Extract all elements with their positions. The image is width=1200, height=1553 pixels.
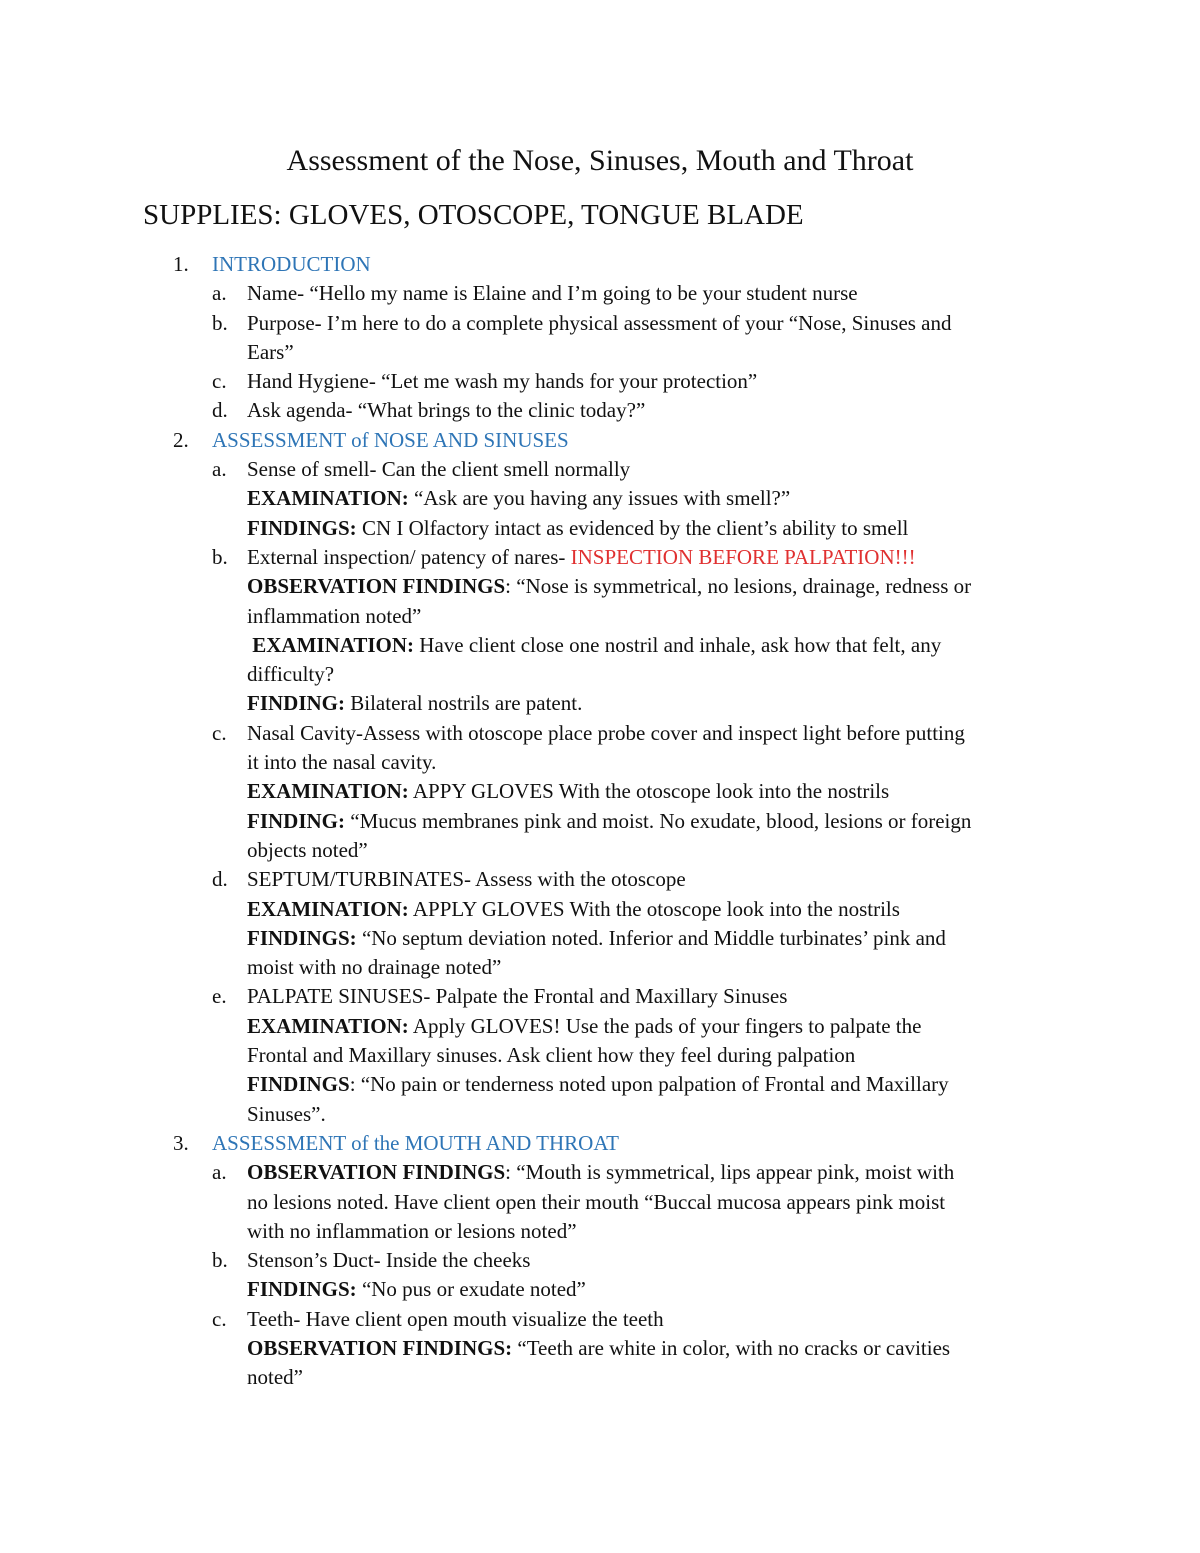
findings-label: FINDING: xyxy=(247,808,345,833)
examination-label: EXAMINATION: xyxy=(247,896,409,921)
item-letter: b. xyxy=(212,1248,228,1273)
section-introduction xyxy=(0,250,1072,279)
item-text: Ask agenda- “What brings to the clinic today?” xyxy=(247,398,646,423)
item-text: Nasal Cavity-Assess with otoscope place probe cover and inspect light before putting xyxy=(247,720,965,745)
section-nose-sinuses xyxy=(0,426,1072,455)
findings-line xyxy=(247,514,1077,543)
observation-text-cont: with no inflammation or lesions noted” xyxy=(247,1218,577,1243)
assessment-list xyxy=(0,250,1200,1393)
item-text: Stenson’s Duct- Inside the cheeks xyxy=(247,1248,531,1273)
item-letter: a. xyxy=(212,1160,227,1185)
item-text: SEPTUM/TURBINATES- Assess with the otoscope xyxy=(247,867,686,892)
observation-label: OBSERVATION FINDINGS xyxy=(247,1160,506,1185)
examination-text: Apply GLOVES! Use the pads of your fingers to palpate the xyxy=(408,1013,922,1038)
section-number: 3. xyxy=(173,1130,189,1155)
list-item-teeth xyxy=(0,1305,1077,1393)
examination-text: APPY GLOVES With the otoscope look into the nostrils xyxy=(408,779,890,804)
observation-text: : “Nose is symmetrical, no lesions, drainage, redness or xyxy=(505,574,972,599)
item-letter: d. xyxy=(212,398,228,423)
examination-line xyxy=(247,895,1077,924)
findings-text: CN I Olfactory intact as evidenced by the client’s ability to smell xyxy=(356,515,909,540)
list-item-stensons-duct xyxy=(0,1246,1077,1305)
examination-text-cont: Frontal and Maxillary sinuses. Ask client how they feel during palpation xyxy=(247,1043,856,1068)
findings-text: Bilateral nostrils are patent. xyxy=(345,691,583,716)
findings-text-cont: Sinuses”. xyxy=(247,1101,326,1126)
item-text: Teeth- Have client open mouth visualize the teeth xyxy=(247,1306,664,1331)
list-item-mouth-observation xyxy=(0,1158,1077,1246)
findings-text: “No pus or exudate noted” xyxy=(356,1277,586,1302)
examination-label: EXAMINATION: xyxy=(247,1013,409,1038)
item-letter: e. xyxy=(212,984,227,1009)
item-letter: a. xyxy=(212,281,227,306)
observation-line xyxy=(247,1158,1077,1187)
warning-text: INSPECTION BEFORE PALPATION!!! xyxy=(570,544,916,569)
examination-label: EXAMINATION: xyxy=(252,632,415,657)
section-heading: INTRODUCTION xyxy=(212,252,371,276)
examination-line xyxy=(247,1012,1077,1041)
item-letter: c. xyxy=(212,1306,227,1331)
examination-text-cont: difficulty? xyxy=(247,662,335,687)
observation-label: OBSERVATION FINDINGS xyxy=(247,574,506,599)
findings-label: FINDINGS xyxy=(247,1072,350,1097)
examination-line xyxy=(247,484,1077,513)
section-number: 2. xyxy=(173,427,189,452)
list-item-agenda xyxy=(0,396,1077,425)
item-text-main: External inspection/ patency of nares- xyxy=(247,544,571,569)
findings-line xyxy=(247,807,1077,836)
examination-label: EXAMINATION: xyxy=(247,779,409,804)
examination-text: “Ask are you having any issues with smell?” xyxy=(408,486,791,511)
section-number: 1. xyxy=(173,252,189,276)
list-item-nasal-cavity xyxy=(0,719,1077,865)
observation-line xyxy=(247,1334,1077,1363)
observation-line xyxy=(247,572,1077,601)
findings-text-cont: moist with no drainage noted” xyxy=(247,955,502,980)
observation-label: OBSERVATION FINDINGS: xyxy=(247,1335,513,1360)
section-heading: ASSESSMENT of NOSE AND SINUSES xyxy=(212,427,569,452)
list-item-hand-hygiene xyxy=(0,367,1077,396)
observation-text-cont: noted” xyxy=(247,1365,303,1390)
observation-text: “Teeth are white in color, with no cracks or cavities xyxy=(512,1335,951,1360)
section-heading: ASSESSMENT of the MOUTH AND THROAT xyxy=(212,1130,620,1155)
findings-line xyxy=(247,1275,1077,1304)
findings-text-cont: objects noted” xyxy=(247,837,368,862)
list-item-septum-turbinates xyxy=(0,865,1077,982)
item-text xyxy=(247,543,1077,572)
examination-line xyxy=(247,777,1077,806)
item-letter: c. xyxy=(212,369,227,394)
examination-text: Have client close one nostril and inhale, ask how that felt, any xyxy=(414,632,942,657)
item-text: Purpose- I’m here to do a complete physical assessment of your “Nose, Sinuses and xyxy=(247,310,952,335)
findings-text: “Mucus membranes pink and moist. No exudate, blood, lesions or foreign xyxy=(345,808,972,833)
item-letter: b. xyxy=(212,310,228,335)
list-item-sense-of-smell xyxy=(0,455,1077,543)
findings-label: FINDING: xyxy=(247,691,345,716)
findings-label: FINDINGS: xyxy=(247,925,357,950)
findings-text: “No septum deviation noted. Inferior and Middle turbinates’ pink and xyxy=(356,925,946,950)
item-text: Hand Hygiene- “Let me wash my hands for your protection” xyxy=(247,369,758,394)
findings-line xyxy=(247,1070,1077,1099)
observation-text: : “Mouth is symmetrical, lips appear pink, moist with xyxy=(505,1160,955,1185)
item-text-cont: it into the nasal cavity. xyxy=(247,750,437,775)
item-letter: b. xyxy=(212,544,228,569)
observation-text-cont: inflammation noted” xyxy=(247,603,422,628)
findings-text: : “No pain or tenderness noted upon palpation of Frontal and Maxillary xyxy=(349,1072,949,1097)
item-text: PALPATE SINUSES- Palpate the Frontal and Maxillary Sinuses xyxy=(247,984,788,1009)
supplies-line: SUPPLIES: GLOVES, OTOSCOPE, TONGUE BLADE xyxy=(143,199,804,231)
examination-text: APPLY GLOVES With the otoscope look into the nostrils xyxy=(408,896,900,921)
findings-line xyxy=(247,924,1077,953)
item-text: Name- “Hello my name is Elaine and I’m going to be your student nurse xyxy=(247,281,858,306)
list-item-palpate-sinuses xyxy=(0,982,1077,1128)
item-letter: d. xyxy=(212,867,228,892)
findings-line xyxy=(247,689,1077,718)
examination-label: EXAMINATION: xyxy=(247,486,409,511)
item-text: Sense of smell- Can the client smell normally xyxy=(247,457,631,482)
list-item-external-inspection xyxy=(0,543,1077,719)
item-letter: a. xyxy=(212,457,227,482)
list-item-purpose xyxy=(0,309,1077,368)
findings-label: FINDINGS: xyxy=(247,1277,357,1302)
list-item-name xyxy=(0,279,1077,308)
document-title: Assessment of the Nose, Sinuses, Mouth and Throat xyxy=(286,144,914,177)
findings-label: FINDINGS: xyxy=(247,515,357,540)
item-text: Ears” xyxy=(247,339,294,364)
item-letter: c. xyxy=(212,720,227,745)
observation-text-cont: no lesions noted. Have client open their mouth “Buccal mucosa appears pink moist xyxy=(247,1189,946,1214)
section-mouth-throat xyxy=(0,1129,1072,1158)
examination-line xyxy=(247,631,1077,660)
